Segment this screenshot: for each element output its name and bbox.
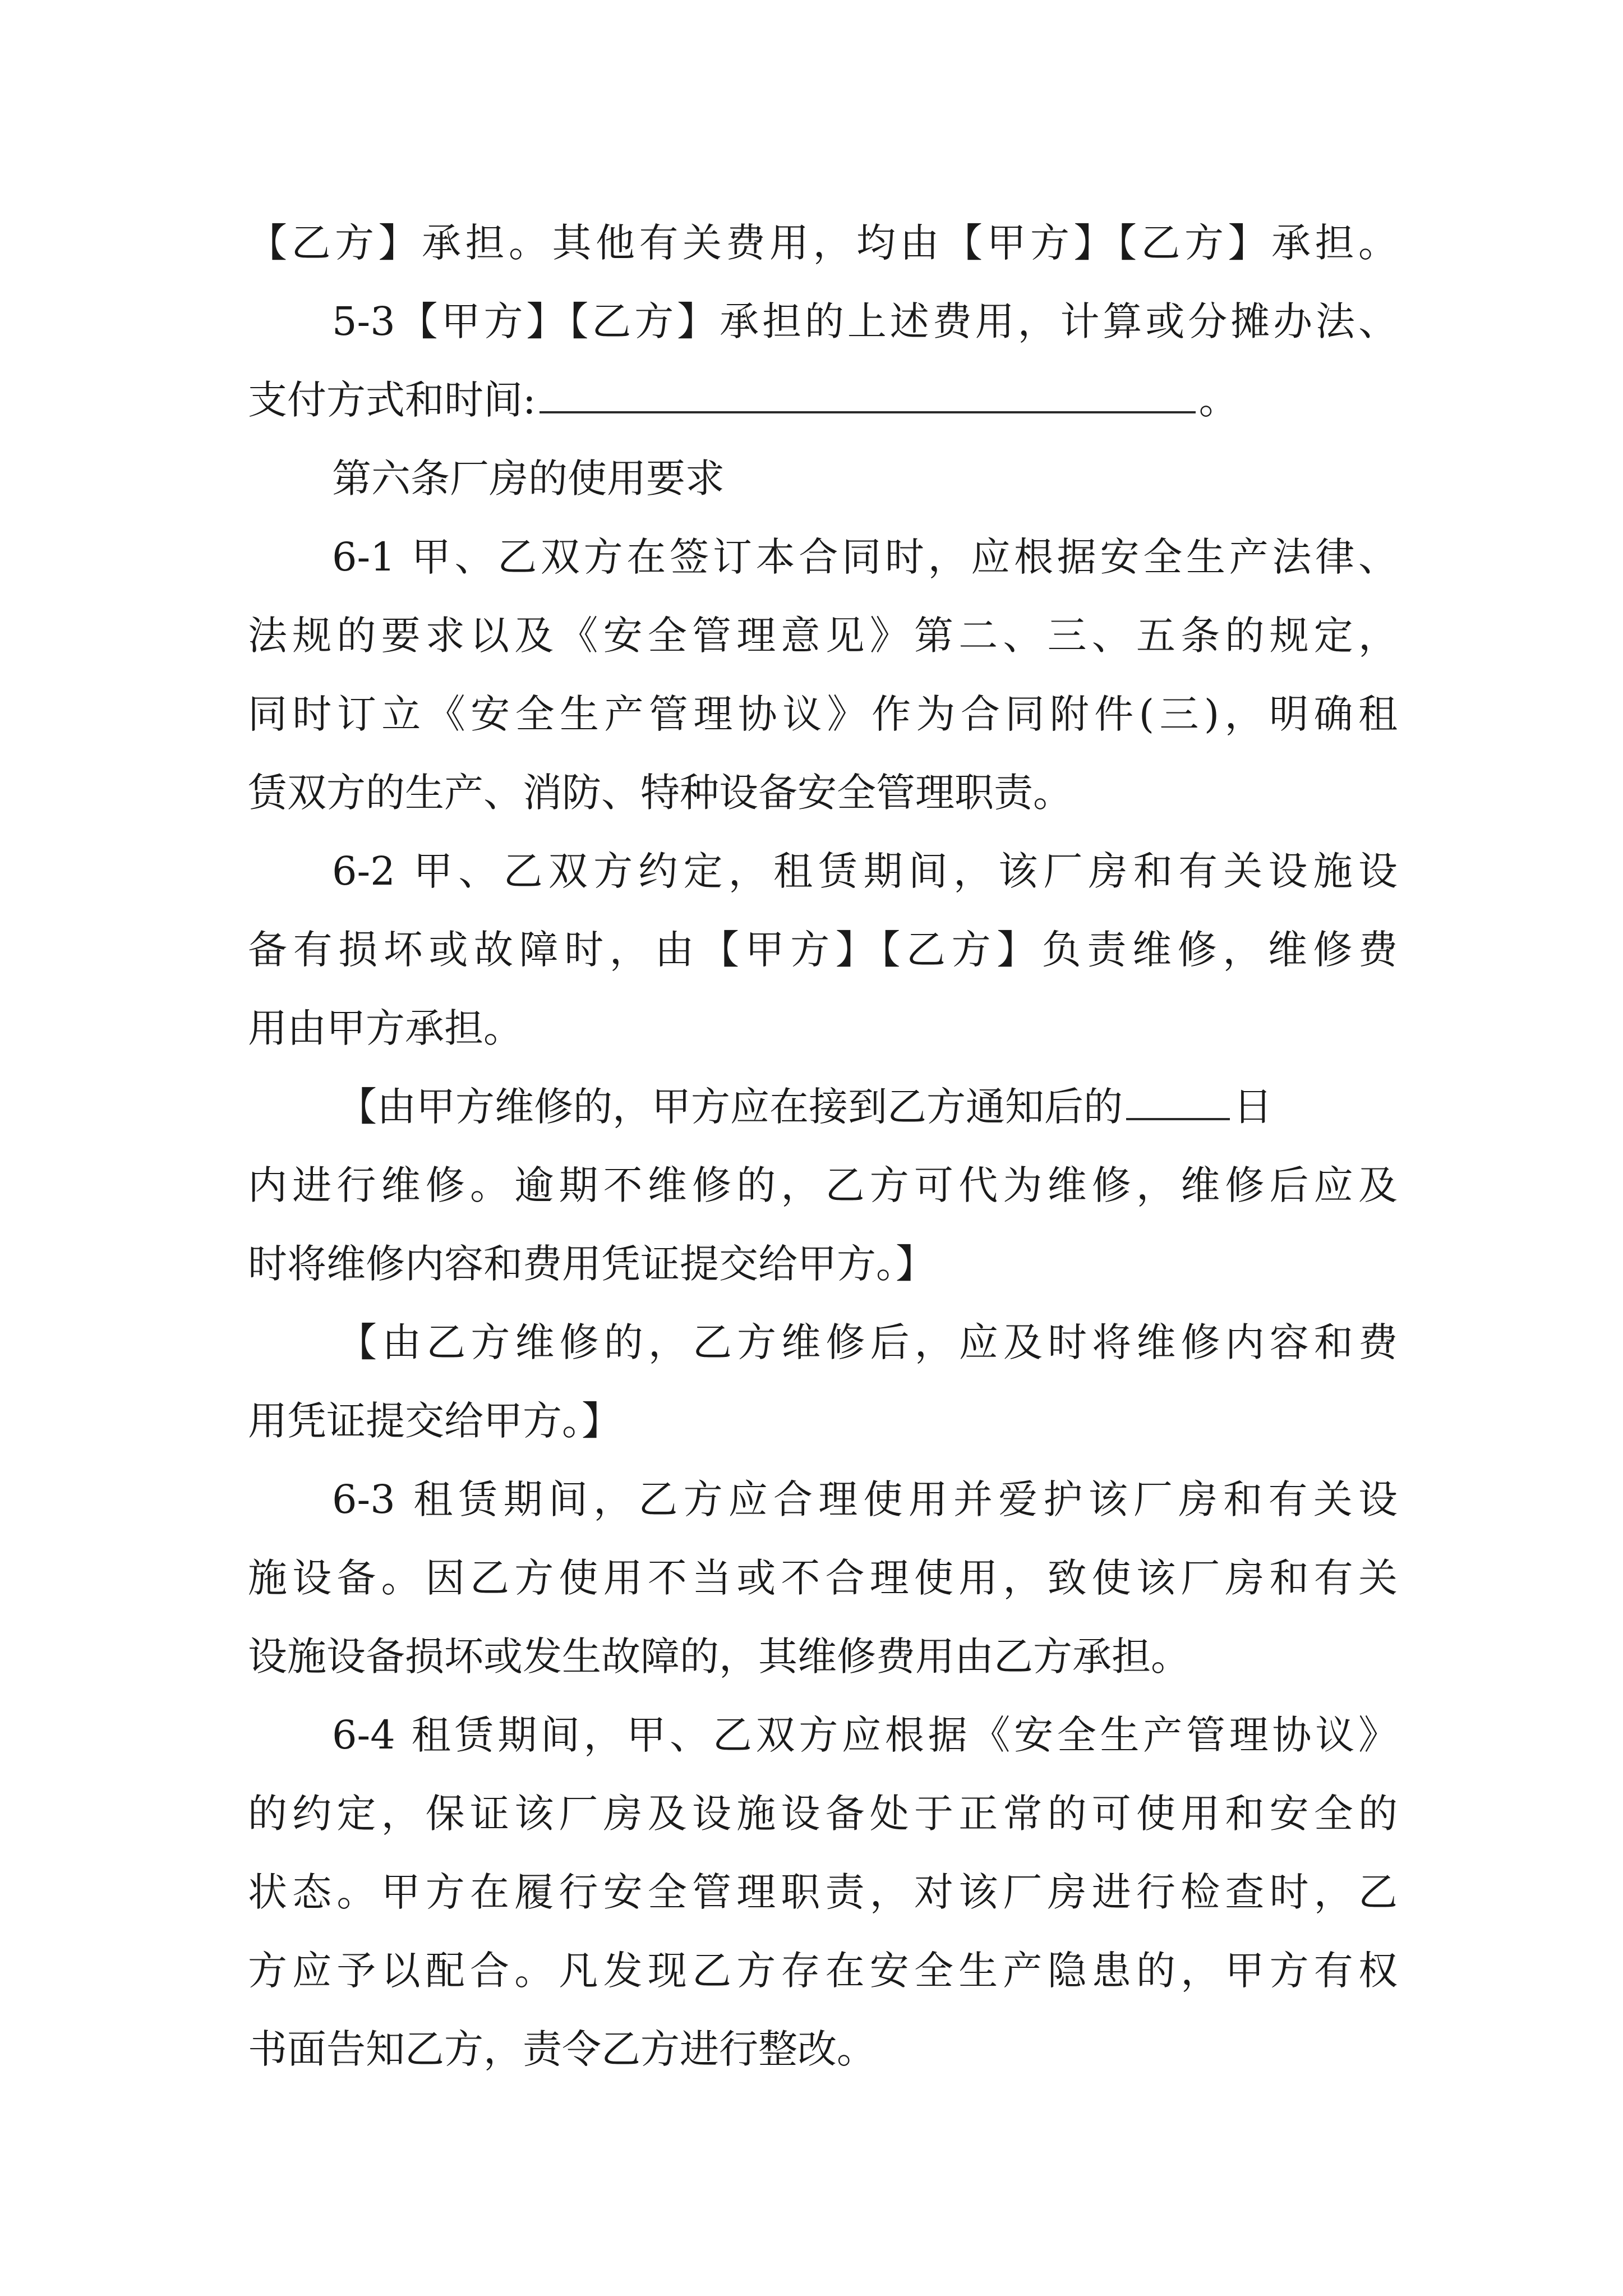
paragraph-line: 法规的要求以及《安全管理意见》第二、三、五条的规定， (248, 613, 1398, 659)
paragraph-line: 时将维修内容和费用凭证提交给甲方。】 (248, 1241, 935, 1287)
section-heading-article-6: 第六条厂房的使用要求 (332, 455, 725, 501)
paragraph-line: 赁双方的生产、消防、特种设备安全管理职责。 (248, 770, 1072, 816)
days-unit: 日 (1233, 1084, 1272, 1130)
clause-6-1-line: 6-1 甲、乙双方在签订本合同时，应根据安全生产法律、 (332, 534, 1398, 580)
paragraph-line: 【乙方】承担。其他有关费用，均由【甲方】【乙方】承担。 (248, 220, 1398, 266)
paragraph-line: 方应予以配合。凡发现乙方存在安全生产隐患的，甲方有权 (248, 1948, 1398, 1994)
paragraph-line: 书面告知乙方，责令乙方进行整改。 (248, 2026, 876, 2072)
clause-5-3-line: 5-3【甲方】【乙方】承担的上述费用，计算或分摊办法、 (332, 298, 1398, 344)
repair-days-label: 【由甲方维修的，甲方应在接到乙方通知后的 (338, 1084, 1123, 1130)
paragraph-line: 【由乙方维修的，乙方维修后，应及时将维修内容和费 (338, 1319, 1398, 1365)
paragraph-line (248, 375, 1238, 425)
paragraph-line: 设施设备损坏或发生故障的，其维修费用由乙方承担。 (248, 1634, 1190, 1680)
paragraph-line: 用凭证提交给甲方。】 (248, 1398, 621, 1444)
paragraph-line (338, 1082, 1272, 1132)
paragraph-line: 的约定，保证该厂房及设施设备处于正常的可使用和安全的 (248, 1791, 1398, 1837)
payment-terms-blank[interactable] (540, 376, 1196, 413)
clause-6-4-line: 6-4 租赁期间，甲、乙双方应根据《安全生产管理协议》 (332, 1712, 1398, 1758)
payment-label: 支付方式和时间: (248, 377, 536, 423)
clause-6-3-line: 6-3 租赁期间，乙方应合理使用并爱护该厂房和有关设 (332, 1476, 1398, 1522)
paragraph-line: 内进行维修。逾期不维修的，乙方可代为维修，维修后应及 (248, 1162, 1398, 1208)
repair-days-blank[interactable] (1126, 1083, 1230, 1120)
paragraph-line: 施设备。因乙方使用不当或不合理使用，致使该厂房和有关 (248, 1555, 1398, 1601)
clause-6-2-line: 6-2 甲、乙双方约定，租赁期间，该厂房和有关设施设 (332, 848, 1398, 894)
paragraph-line: 用由甲方承担。 (248, 1005, 523, 1051)
paragraph-line: 备有损坏或故障时，由【甲方】【乙方】负责维修，维修费 (248, 927, 1398, 973)
paragraph-line: 同时订立《安全生产管理协议》作为合同附件(三)，明确租 (248, 691, 1398, 737)
paragraph-line: 状态。甲方在履行安全管理职责，对该厂房进行检查时，乙 (248, 1869, 1398, 1915)
sentence-end: 。 (1198, 377, 1238, 423)
